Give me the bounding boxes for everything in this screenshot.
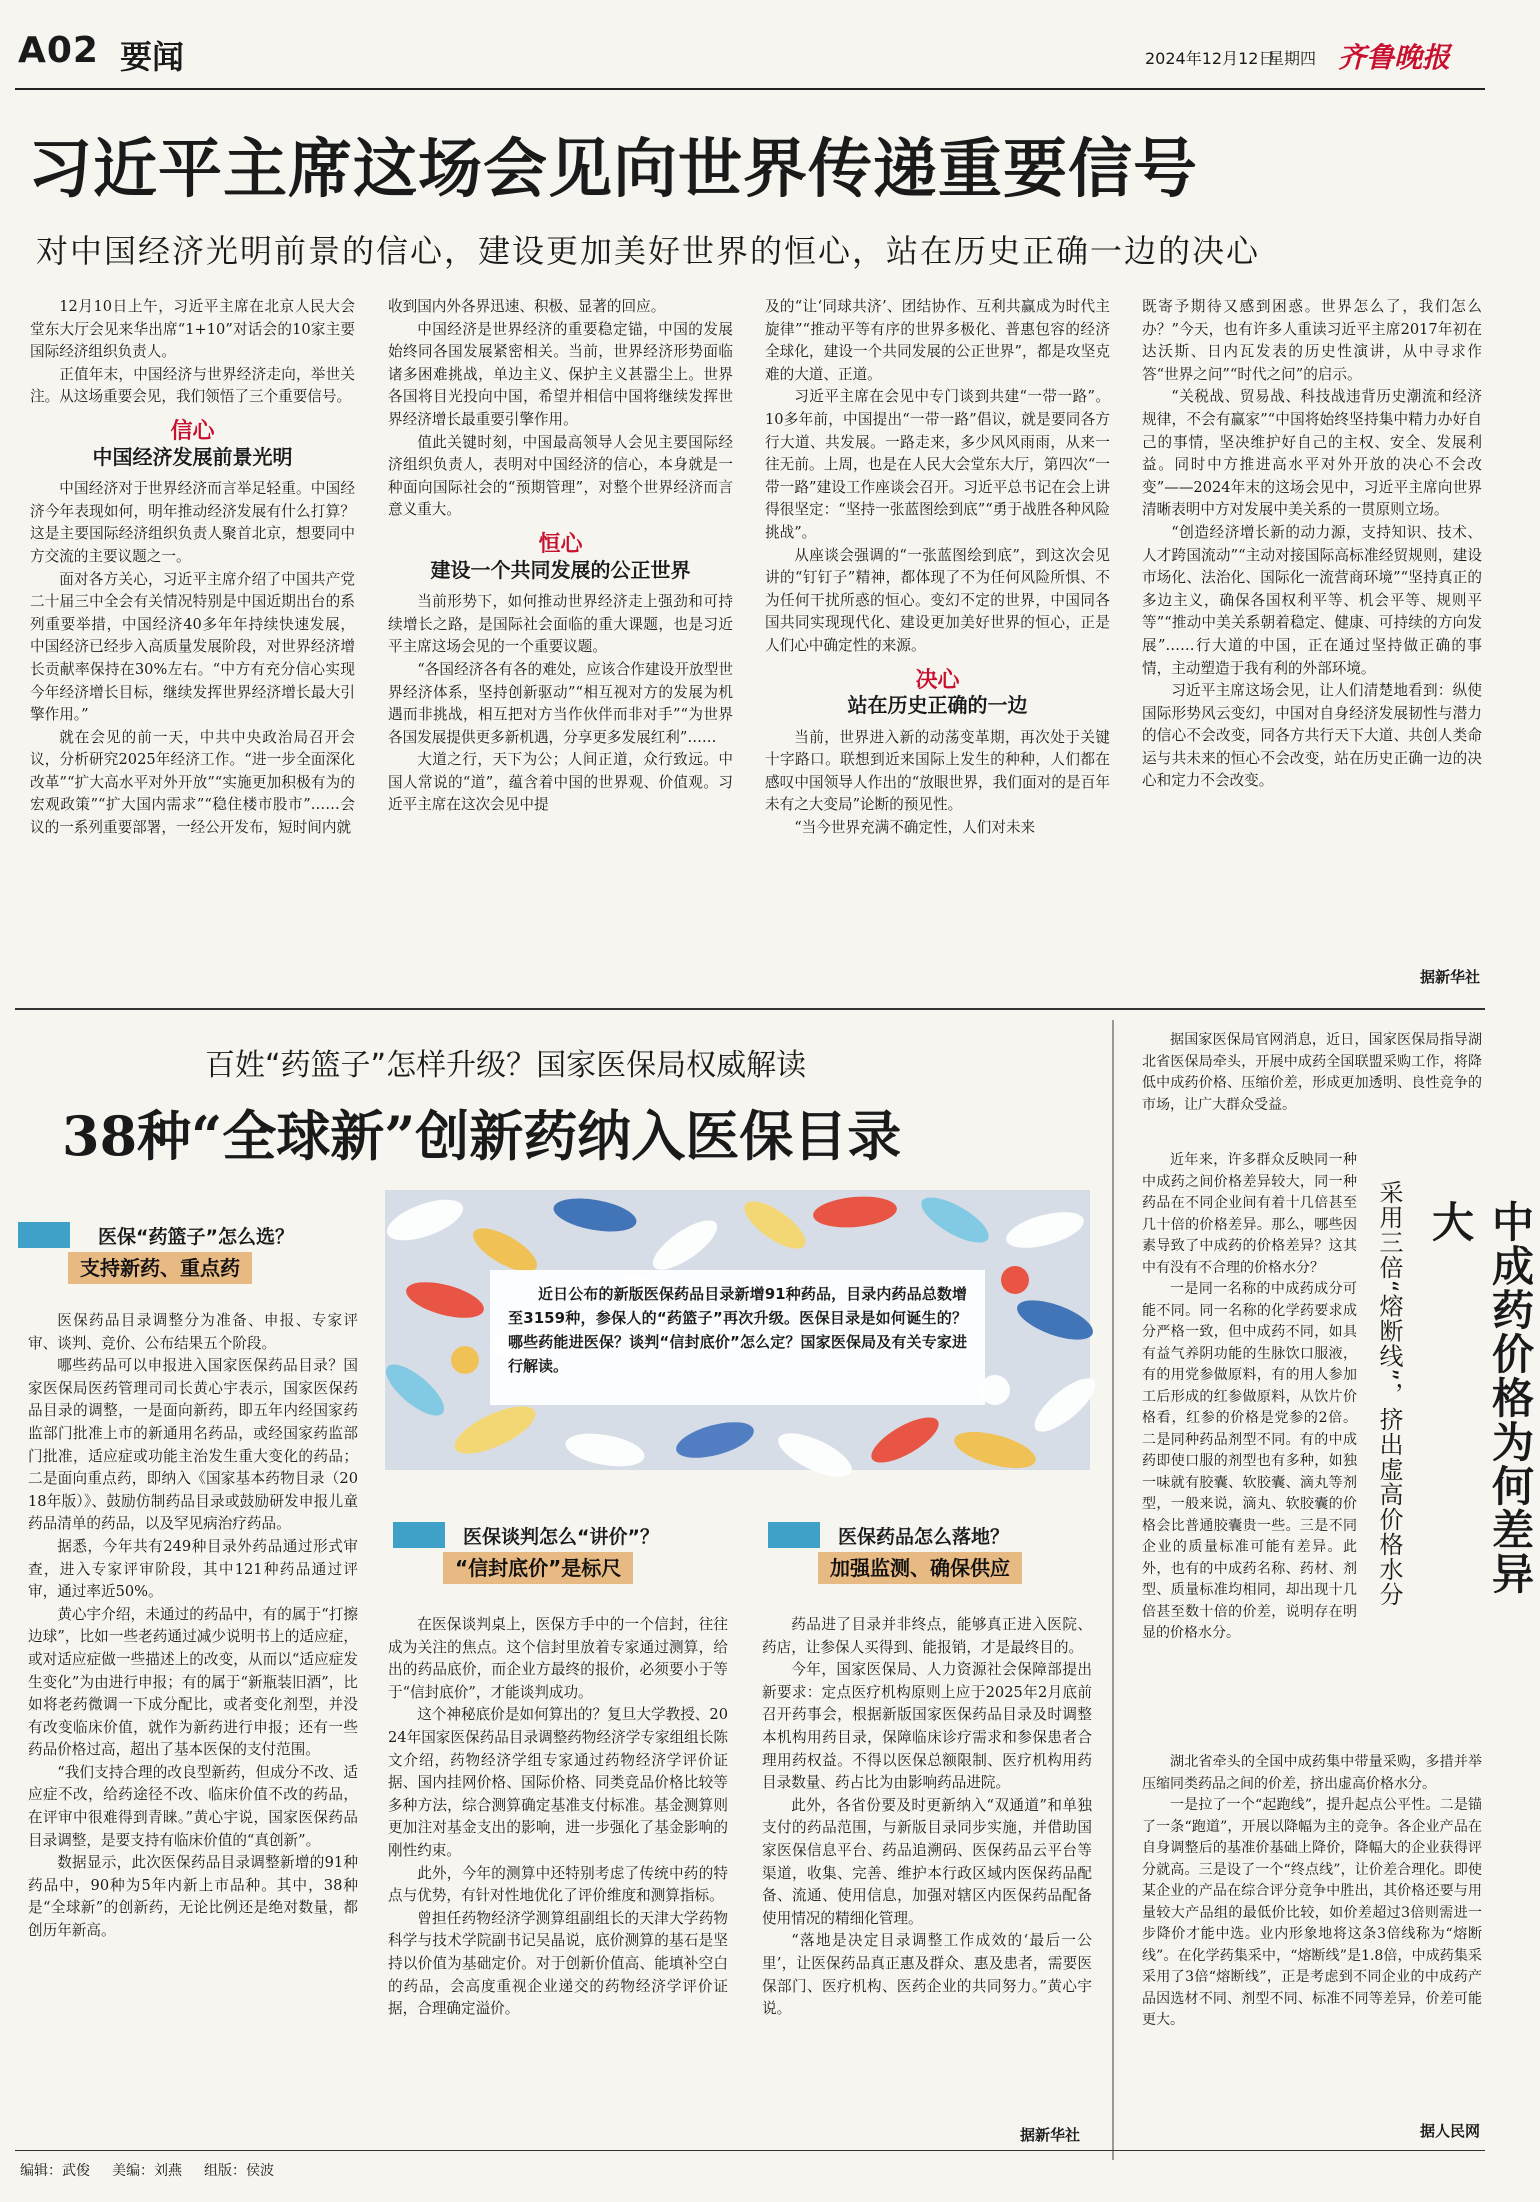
drug-column-2 [388, 1614, 728, 2021]
tag-marker [393, 1522, 445, 1548]
tag-question: 医保药品怎么落地？ [838, 1526, 1010, 1548]
lead-column-2 [388, 296, 733, 817]
paragraph: “我们支持合理的改良型新药，但成分不改、适应症不改，给药途径不改、临床价值不改的药品，在评审中很难得到青睐。”黄心宇说，国家医保药品目录调整，是要支持有临床价值的“真创新”。 [28, 1763, 358, 1849]
lead-column-3 [765, 296, 1110, 840]
tag-marker [18, 1222, 70, 1248]
footer-rule [15, 2150, 1485, 2151]
masthead-rule [15, 88, 1485, 90]
paragraph: 据国家医保局官网消息，近日，国家医保局指导湖北省医保局牵头，开展中成药全国联盟采购工作，将降低中成药价格、压缩价差，形成更加透明、良性竞争的市场，让广大群众受益。 [1142, 1032, 1482, 1113]
tag-question: 医保“药篮子”怎么选？ [98, 1226, 294, 1248]
drug-kicker: 百姓“药篮子”怎样升级？国家医保局权威解读 [205, 1048, 807, 1083]
tcm-subheadline: 采用三倍“熔断线”，挤出虚高价格水分 [1375, 1180, 1403, 1607]
paragraph: 湖北省牵头的全国中成药集中带量采购，多措并举压缩同类药品之间的价差，挤出虚高价格水分。 [1142, 1754, 1482, 1792]
paragraph: 黄心宇介绍，未通过的药品中，有的属于“打擦边球”，比如一些老药通过减少说明书上的适应症，或对适应症做一些描述上的改变，从而以“适应症发生变化”为由进行申报；有的属于“新瓶装旧酒”，比如将老药微调一下成分配比，或者变化剂型，并没有改变临床价值，就作为新药进行申报；还有一些药品价格过高，超出了基本医保的支付范围。 [28, 1605, 358, 1759]
paragraph: 这个神秘底价是如何算出的？复旦大学教授、2024年国家医保药品目录调整药物经济学专家组组长陈文介绍，药物经济学组专家通过药物经济学评价证据、国内挂网价格、国际价格、同类竞品价格比较等多种方法，综合测算确定基准支付标准。基金测算则更加注对基金支出的影响，进一步强化了基金影响的刚性约束。 [388, 1706, 728, 1859]
paragraph: 药品进了目录并非终点，能够真正进入医院、药店，让参保人买得到、能报销，才是最终目的。 [762, 1616, 1092, 1656]
paragraph: “创造经济增长新的动力源，支持知识、技术、人才跨国流动”“主动对接国际高标准经贸规则，建设市场化、法治化、国际化一流营商环境”“坚持真正的多边主义，确保各国权利平等、机会平等、规则平等”“推动中美关系朝着稳定、健康、可持续的方向发展”……行大道的中国，正在通过坚持做正确的事情，主动塑造于我有利的外部环境。 [1142, 523, 1482, 677]
drug-intro: 近日公布的新版医保药品目录新增91种药品，目录内药品总数增至3159种，参保人的“药篮子”再次升级。医保目录是如何诞生的？哪些药能进医保？谈判“信封底价”怎么定？国家医保局及有关专家进行解读。 [508, 1285, 967, 1375]
paragraph: 曾担任药物经济学测算组副组长的天津大学药物科学与技术学院副书记吴晶说，底价测算的基石是坚持以价值为基础定价。对于创新价值高、能填补空白的药品，会高度重视企业递交的药物经济学评价证据，合理确定溢价。 [388, 1909, 728, 2018]
paragraph: 近年来，许多群众反映同一种中成药之间价格差异较大，同一种药品在不同企业间有着十几倍甚至几十倍的价格差异。那么，哪些因素导致了中成药的价格差异？这其中有没有不合理的价格水分？ [1142, 1152, 1357, 1276]
keyword-hengxin: 恒心 [538, 531, 583, 557]
footer-credits [20, 2160, 274, 2180]
paragraph: 大道之行，天下为公；人间正道，众行致远。中国人常说的“道”，蕴含着中国的世界观、价值观。习近平主席在这次会见中提 [388, 751, 733, 814]
lead-headline: 习近平主席这场会见向世界传递重要信号 [28, 132, 1198, 207]
section-name: 要闻 [120, 38, 185, 76]
paragraph: 医保药品目录调整分为准备、申报、专家评审、谈判、竞价、公布结果五个阶段。 [28, 1312, 358, 1352]
paragraph: 中国经济是世界经济的重要稳定锚，中国的发展始终同各国发展紧密相关。当前，世界经济形势面临诸多困难挑战，单边主义、保护主义甚嚣尘上。世界各国将目光投向中国，希望并相信中国将继续发挥世界经济增长最重要引擎作用。 [388, 320, 733, 428]
footer-editor: 编辑：武俊 [20, 2163, 90, 2179]
column-rule [1112, 1020, 1114, 2160]
lead-column-1 [30, 296, 355, 840]
paragraph: 习近平主席在会见中专门谈到共建“一带一路”。10多年前，中国提出“一带一路”倡议，就是要同各方行大道、共发展。一路走来，多少风风雨雨，从来一往无前。上周，也是在人民大会堂东大厅，第四次“一带一路”建设工作座谈会召开。习近平总书记在会上讲得很坚定：“坚持一张蓝图绘到底”“勇于战胜各种风险挑战”。 [765, 388, 1110, 541]
paragraph: 中国经济对于世界经济而言举足轻重。中国经济今年表现如何，明年推动经济发展有什么打算？这是主要国际经济组织负责人聚首北京，想要同中方交流的主要议题之一。 [30, 480, 355, 565]
paragraph: 哪些药品可以申报进入国家医保药品目录？国家医保局医药管理司司长黄心宇表示，国家医保药品目录的调整，一是面向新药，即五年内经国家药监部门批准上市的新通用名药品，或经国家药监部门批准，适应症或功能主治发生重大变化的药品；二是面向重点药，即纳入《国家基本药物目录（2018年版）》、鼓励仿制药品目录或鼓励研发申报儿童药品清单的药品，以及罕见病治疗药品。 [28, 1357, 358, 1533]
lead-column-4 [1142, 296, 1482, 793]
paragraph: 就在会见的前一天，中共中央政治局召开会议，分析研究2025年经济工作。“进一步全面深化改革”“扩大高水平对外开放”“实施更加积极有为的宏观政策”“扩大国内需求”“稳住楼市股市”……会议的一系列重要部署，一经公开发布，短时间内就 [30, 728, 355, 837]
section-subhead: 中国经济发展前景光明 [92, 444, 293, 469]
tcm-lead [1142, 1030, 1482, 1116]
drug-column-1 [28, 1310, 358, 1943]
issue-date: 2024年12月12日 [1145, 49, 1275, 68]
paragraph: 当前形势下，如何推动世界经济走上强劲和可持续增长之路，是国际社会面临的重大课题，也是习近平主席这场会见的一个重要议题。 [388, 593, 733, 656]
paragraph: 正值年末，中国经济与世界经济走向，举世关注。从这场重要会见，我们领悟了三个重要信号。 [30, 365, 355, 406]
drug-headline: 38种“全球新”创新药纳入医保目录 [62, 1104, 902, 1168]
paragraph: 面对各方关心，习近平主席介绍了中国共产党二十届三中全会有关情况特别是中国近期出台的系列重要举措，中国经济40多年年持续快速发展，中国经济已经步入高质量发展阶段，对世界经济增长贡献率保持在30%左右。“中方有充分信心实现今年经济增长目标，继续发挥世界经济增长最大引擎作用。” [30, 570, 355, 724]
footer-art: 美编：刘燕 [112, 2163, 182, 2179]
page-number: A02 [18, 30, 99, 71]
footer-proof: 组版：侯波 [204, 2163, 274, 2179]
lead-subheadline: 对中国经济光明前景的信心，建设更加美好世界的恒心，站在历史正确一边的决心 [36, 232, 1261, 270]
paragraph: “各国经济各有各的难处，应该合作建设开放型世界经济体系，坚持创新驱动”“相互视对方的发展为机遇而非挑战，相互把对方当作伙伴而非对手”“为世界各国发展提供更多新机遇，分享更多发展红利”…… [388, 660, 733, 746]
paragraph: 从座谈会强调的“一张蓝图绘到底”，到这次会见讲的“钉钉子”精神，都体现了不为任何风险所惧、不为任何干扰所惑的恒心。变幻不定的世界，中国同各国共同实现现代化、建设更加美好世界的恒心，正是人们心中确定性的来源。 [765, 546, 1110, 654]
paragraph: 数据显示，此次医保药品目录调整新增的91种药品中，90种为5年内新上市品种。其中，38种是“全球新”的创新药，无论比例还是绝对数量，都创历年新高。 [28, 1854, 358, 1940]
issue-weekday: 星期四 [1268, 49, 1317, 68]
drug-credit: 据新华社 [1019, 2126, 1080, 2144]
qa-tag-3 [768, 1522, 1088, 1588]
pills-photo [385, 1190, 1090, 1470]
story-divider [15, 1008, 1485, 1010]
tcm-headline: 中成药价格为何差异大 [1426, 1200, 1535, 1596]
paragraph: 据悉，今年共有249种目录外药品通过形式审查，进入专家评审阶段，其中121种药品通过评审，通过率近50%。 [28, 1537, 358, 1601]
paragraph: 一是同一名称的中成药成分可能不同。同一名称的化学药要求成分严格一致，但中成药不同，如具有益气养阴功能的生脉饮口服液，有的用党参做原料，有的用人参加工后形成的红参做原料，从饮片价格看，红参的价格是党参的2倍。二是同种药品剂型不同。有的中成药即使口服的剂型也有多种，如独一味就有胶囊、软胶囊、滴丸等剂型，一般来说，滴丸、软胶囊的价格会比普通胶囊贵一些。三是不同企业的质量标准可能有差异。此外，也有的中成药名称、药材、剂型、质量标准均相同，却出现十几倍甚至数十倍的价差，说明存在明显的价格水分。 [1142, 1281, 1357, 1641]
paragraph: 此外，各省份要及时更新纳入“双通道”和单独支付的药品范围，与新版目录同步实施，并借助国家医保信息平台、药品追溯码、医保药品云平台等渠道，收集、完善、维护本行政区域内医保药品配备、流通、使用信息，加强对辖区内医保药品配备使用情况的精细化管理。 [762, 1796, 1092, 1927]
paragraph: 在医保谈判桌上，医保方手中的一个信封，往往成为关注的焦点。这个信封里放着专家通过测算，给出的药品底价，而企业方最终的报价，必须要小于等于“信封底价”，才能谈判成功。 [388, 1616, 728, 1701]
section-subhead: 建设一个共同发展的公正世界 [430, 557, 691, 582]
tcm-credit: 据人民网 [1419, 2122, 1480, 2140]
section-subhead: 站在历史正确的一边 [847, 693, 1028, 718]
tcm-column-wide [1142, 1752, 1482, 2032]
qa-tag-1 [18, 1222, 338, 1288]
paragraph: 当前，世界进入新的动荡变革期，再次处于关键十字路口。联想到近来国际上发生的种种，人们都在感叹中国领导人作出的“放眼世界，我们面对的是百年未有之大变局”论断的预见性。 [765, 728, 1110, 814]
paragraph: 收到国内外各界迅速、积极、显著的回应。 [388, 298, 666, 315]
tcm-column-narrow [1142, 1150, 1357, 1645]
paragraph: 习近平主席这场会见，让人们清楚地看到：纵使国际形势风云变幻，中国对自身经济发展韧性与潜力的信心不会改变，同各方共行天下大道、共创人类命运与共未来的恒心不会改变，站在历史正确一边的决心和定力不会改变。 [1142, 682, 1482, 790]
paragraph: 既寄予期待又感到困惑。世界怎么了，我们怎么办？”今天，也有许多人重读习近平主席2017年初在达沃斯、日内瓦发表的历史性演讲，从中寻求作答“世界之问”“时代之问”的启示。 [1142, 298, 1482, 383]
paragraph: 此外，今年的测算中还特别考虑了传统中药的特点与优势，有针对性地优化了评价维度和测算指标。 [388, 1864, 728, 1905]
tag-question: 医保谈判怎么“讲价”？ [463, 1526, 659, 1548]
drug-column-3 [762, 1614, 1092, 2021]
paragraph: 今年，国家医保局、人力资源社会保障部提出新要求：定点医疗机构原则上应于2025年2月底前召开药事会，根据新版国家医保药品目录及时调整本机构用药目录，保障临床诊疗需求和参保患者合理用药权益。不得以医保总额限制、医疗机构用药目录数量、药占比为由影响药品进院。 [762, 1661, 1092, 1792]
paragraph: “当今世界充满不确定性，人们对未来 [794, 819, 1036, 837]
paragraph: 及的“让‘同球共济’、团结协作、互利共赢成为时代主旋律”“推动平等有序的世界多极化、普惠包容的经济全球化，建设一个共同发展的公正世界”，都是攻坚克难的大道、正道。 [765, 298, 1110, 383]
paper-logo: 齐鲁晚报 [1338, 41, 1451, 74]
paragraph: “落地是决定目录调整工作成效的‘最后一公里’，让医保药品真正惠及群众、惠及患者，需要医保部门、医疗机构、医药企业的共同努力。”黄心宇说。 [762, 1932, 1092, 2018]
intro-box [490, 1270, 985, 1405]
keyword-juexin: 决心 [915, 667, 960, 693]
tag-marker [768, 1522, 820, 1548]
tag-answer: “信封底价”是标尺 [443, 1552, 633, 1584]
paragraph: 12月10日上午，习近平主席在北京人民大会堂东大厅会见来华出席“1+10”对话会的10家主要国际经济组织负责人。 [30, 298, 355, 361]
paragraph: 一是拉了一个“起跑线”，提升起点公平性。二是锚了一条“跑道”，开展以降幅为主的竞争。各企业产品在自身调整后的基准价基础上降价，降幅大的企业获得评分就高。三是设了一个“终点线”，让价差合理化。即使某企业的产品在综合评分竞争中胜出，其价格还要与用量较大产品组的最低价比较，如价差超过3倍则需进一步降价才能中选。业内形象地将这条3倍线称为“熔断线”。在化学药集采中，“熔断线”是1.8倍，中成药集采采用了3倍“熔断线”，正是考虑到不同企业的中成药产品因选材不同、剂型不同、标准不同等差异，价差可能更大。 [1142, 1797, 1482, 2028]
keyword-xinxin: 信心 [170, 418, 215, 444]
tag-answer: 支持新药、重点药 [68, 1252, 252, 1284]
lead-credit: 据新华社 [1419, 968, 1480, 986]
qa-tag-2 [393, 1522, 723, 1588]
paragraph: “关税战、贸易战、科技战违背历史潮流和经济规律，不会有赢家”“中国将始终坚持集中精力办好自己的事情，坚决维护好自己的主权、安全、发展利益。同时中方推进高水平对外开放的决心不会改变”——2024年末的这场会见中，习近平主席向世界清晰表明中方对发展中美关系的一贯原则立场。 [1142, 388, 1482, 519]
tag-answer: 加强监测、确保供应 [818, 1552, 1022, 1584]
paragraph: 值此关键时刻，中国最高领导人会见主要国际经济组织负责人，表明对中国经济的信心，本身就是一种面向国际社会的“预期管理”，对整个世界经济而言意义重大。 [388, 433, 733, 519]
